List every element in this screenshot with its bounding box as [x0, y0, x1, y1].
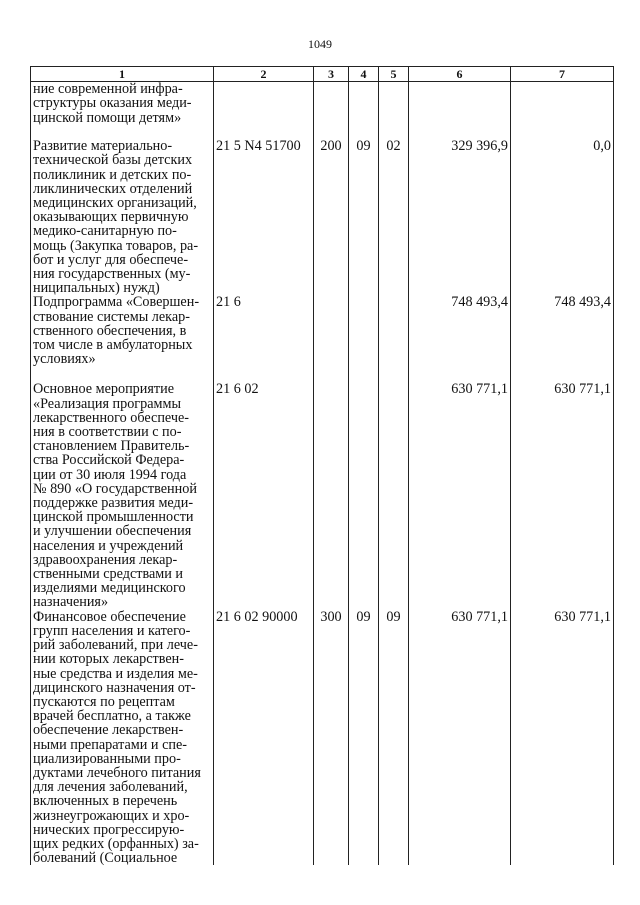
item-code: 21 6 [214, 295, 314, 382]
item-description: Основное мероприятие «Реализация программы лекарственного обеспече- ния в соответствии с по- становлением Правитель- ства Российской Федера- ции от 30 июля 1994 года № 890 «О государственной поддержке развития меди- цинской промышленности и улучшении обеспечения населения и учреждений здравоохранения лекар- ственными средствами и изделиями медицинского назначения» [33, 381, 197, 611]
column-header: 2 [214, 67, 314, 82]
item-code: 21 6 02 90000 [214, 610, 314, 866]
item-rz: 09 [349, 139, 379, 295]
budget-table [30, 66, 614, 865]
table-row [31, 382, 614, 609]
item-pr [379, 382, 409, 609]
item-sum-2: 630 771,1 [511, 382, 614, 609]
item-description: Финансовое обеспечение групп населения и катего- рий заболеваний, при лече- нии которых лекарствен- ные средства и изделия ме- дицинского назначения от- пускаются по рецептам врачей бесплатно, а также обеспечение лекарствен- ными препаратами и спе- циализированными про- дуктами лечебного питания для лечения заболеваний, включенных в перечень жизнеугрожающих и хро- нических прогрессирую- щих редких (орфанных) за- болеваний (Социальное [33, 608, 201, 867]
item-rz [349, 382, 379, 609]
item-sum-2: 748 493,4 [511, 295, 614, 382]
item-description: ние современной инфра- структуры оказания меди- цинской помощи детям» [33, 81, 192, 126]
item-sum-1: 748 493,4 [409, 295, 511, 382]
item-pr: 09 [379, 610, 409, 866]
item-description: Развитие материально- технической базы детских поликлиник и детских по- ликлинических отделений медицинских организаций, оказывающих первичную медико-санитарную по- мощь (Закупка товаров, ра- бот и услуг для обеспече- ния государственных (му- ниципальных) нужд) [33, 138, 199, 297]
table-row [31, 82, 614, 140]
item-rz [349, 82, 379, 140]
item-pr [379, 82, 409, 140]
page-number: 1049 [308, 37, 332, 51]
item-sum-1: 329 396,9 [409, 139, 511, 295]
column-header: 1 [31, 67, 214, 82]
item-description: Подпрограмма «Совершен- ствование системы лекар- ственного обеспечения, в том числе в амбулаторных условиях» [33, 294, 200, 368]
column-header: 5 [379, 67, 409, 82]
table-row [31, 139, 614, 295]
column-header: 4 [349, 67, 379, 82]
item-vr [314, 82, 349, 140]
header-row [31, 67, 614, 82]
item-sum-2: 0,0 [511, 139, 614, 295]
item-rz [349, 295, 379, 382]
item-vr: 300 [314, 610, 349, 866]
table-row [31, 610, 614, 866]
item-vr [314, 382, 349, 609]
item-code: 21 5 N4 51700 [214, 139, 314, 295]
item-sum-2 [511, 82, 614, 140]
column-header: 6 [409, 67, 511, 82]
item-pr [379, 295, 409, 382]
item-vr [314, 295, 349, 382]
item-sum-1: 630 771,1 [409, 610, 511, 866]
item-code: 21 6 02 [214, 382, 314, 609]
item-sum-1: 630 771,1 [409, 382, 511, 609]
item-pr: 02 [379, 139, 409, 295]
table-row [31, 295, 614, 382]
item-rz: 09 [349, 610, 379, 866]
column-header: 3 [314, 67, 349, 82]
item-sum-1 [409, 82, 511, 140]
item-code [214, 82, 314, 140]
item-sum-2: 630 771,1 [511, 610, 614, 866]
item-vr: 200 [314, 139, 349, 295]
column-header: 7 [511, 67, 614, 82]
